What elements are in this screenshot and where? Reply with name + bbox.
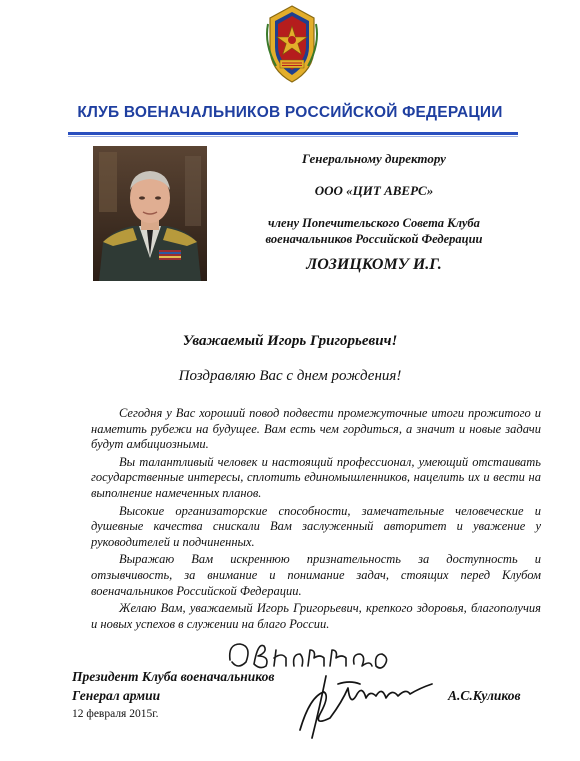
- salutation: Уважаемый Игорь Григорьевич!: [182, 333, 398, 349]
- body-paragraph: Вы талантливый человек и настоящий профессионал, умеющий отстаивать государственные интересы, сплотить единомышленников, нацелить их и вести на выполнение намеченных планов.: [91, 454, 541, 500]
- congratulation-line: Поздравляю Вас с днем рождения!: [178, 368, 402, 384]
- addressee-membership-line2: военачальников Российской Федерации: [265, 232, 483, 246]
- addressee-membership: [214, 215, 534, 247]
- letter-date: 12 февраля 2015г.: [72, 708, 159, 720]
- body-paragraph: Сегодня у Вас хороший повод подвести промежуточные итоги прожитого и наметить рубежи на будущее. Вам есть чем гордиться, а значит и новые задачи будут амбициозными.: [91, 406, 541, 452]
- addressee-position: Генеральному директору: [302, 151, 446, 166]
- club-emblem-icon: [262, 4, 322, 86]
- addressee-name: ЛОЗИЦКОМУ И.Г.: [306, 256, 442, 273]
- addressee-company: ООО «ЦИТ АВЕРС»: [314, 183, 434, 198]
- body-paragraph: Желаю Вам, уважаемый Игорь Григорьевич, крепкого здоровья, благополучия и новых успехов в служении на благо России.: [91, 601, 541, 631]
- portrait-photo: [93, 146, 207, 281]
- header-rule-thin: [68, 136, 518, 137]
- body-paragraph: Высокие организаторские способности, замечательные человеческие и душевные качества снискали Вам заслуженный авторитет и уважение у руководителей и подчиненных.: [91, 503, 541, 549]
- letter-body: [91, 406, 541, 634]
- header-rule: [68, 132, 518, 135]
- signatory-role: Президент Клуба военачальников: [72, 669, 275, 684]
- signatory-name: А.С.Куликов: [448, 688, 521, 703]
- addressee-membership-line1: члену Попечительского Совета Клуба: [268, 216, 480, 230]
- club-title: КЛУБ ВОЕНАЧАЛЬНИКОВ РОССИЙСКОЙ ФЕДЕРАЦИИ: [77, 104, 503, 121]
- signatory-rank: Генерал армии: [72, 688, 161, 703]
- signature: [290, 666, 440, 742]
- body-paragraph: Выражаю Вам искреннюю признательность за доступность и отзывчивость, за внимание и понимание задач, стоящих перед Клубом военачальников Российской Федерации.: [91, 552, 541, 598]
